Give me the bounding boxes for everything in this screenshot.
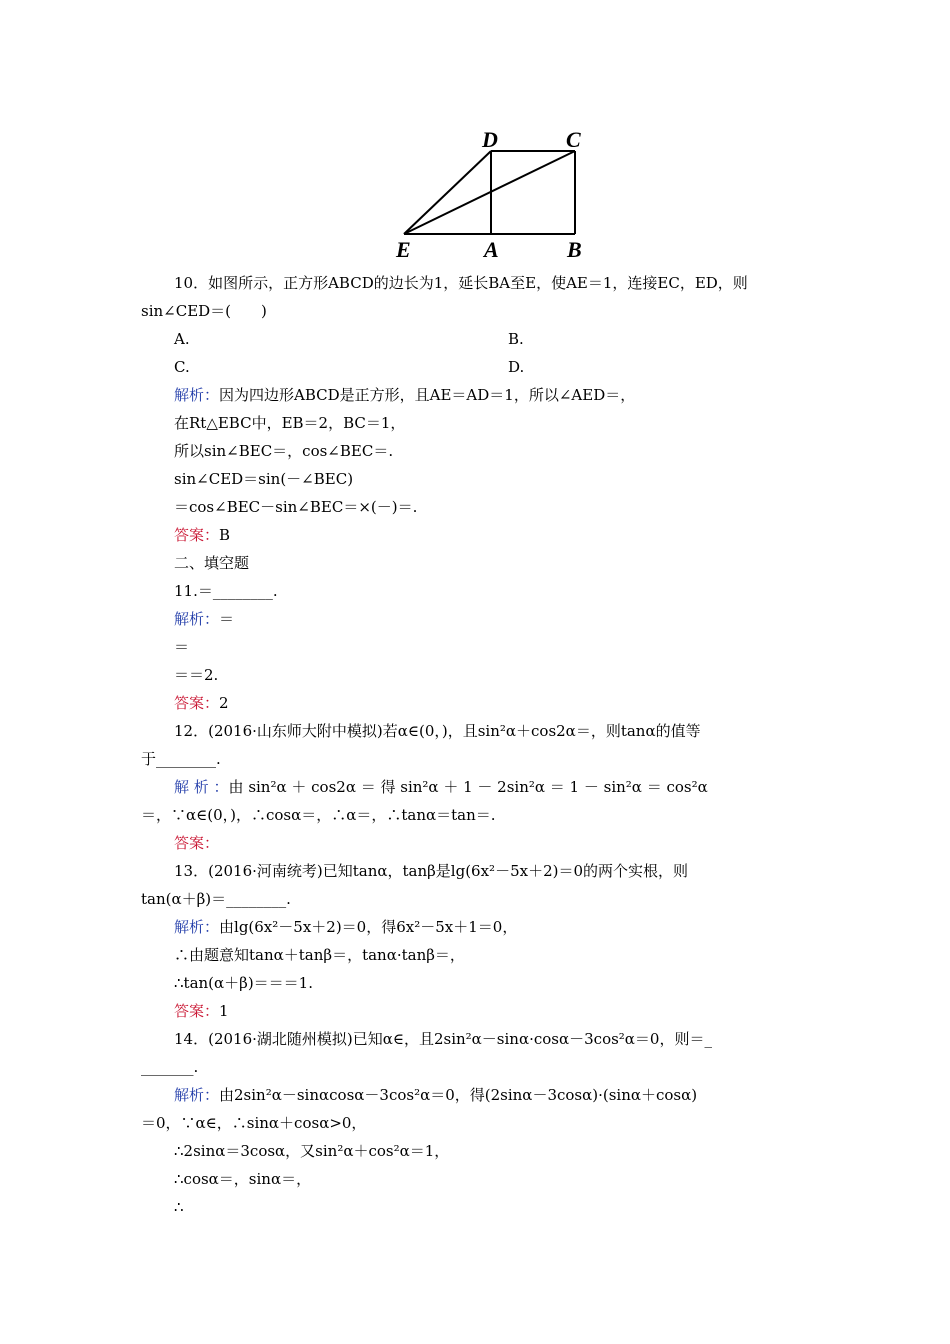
- label-E: E: [396, 237, 411, 262]
- s10-line3: 所以sin∠BEC＝，cos∠BEC＝.: [174, 442, 394, 460]
- segment-ED: [404, 151, 491, 234]
- q12-line1: 12．(2016·山东师大附中模拟)若α∈(0，)，且sin²α＋cos2α＝，则tanα的值等: [174, 722, 701, 740]
- s14-line3: ∴2sinα＝3cosα，又sin²α＋cos²α＝1，: [174, 1142, 450, 1160]
- s12-line1: 解 析 ：由 sin²α ＋ cos2α ＝ 得 sin²α ＋ 1 － 2sin²α ＝ 1 － sin²α ＝ cos²α: [174, 778, 708, 796]
- s10-line1: 解析：因为四边形ABCD是正方形，且AE＝AD＝1，所以∠AED＝，: [174, 386, 636, 404]
- option-a: A.: [174, 330, 190, 348]
- answer-13: 答案：1: [174, 1002, 229, 1020]
- label-B: B: [567, 237, 582, 262]
- s10-line4: sin∠CED＝sin(－∠BEC): [174, 470, 354, 488]
- answer-11: 答案：2: [174, 694, 229, 712]
- s11-line2: ＝: [174, 638, 190, 656]
- option-d: D.: [508, 358, 525, 376]
- q11: 11.＝________.: [174, 582, 278, 600]
- option-c: C.: [174, 358, 190, 376]
- answer-10: 答案：B: [174, 526, 231, 544]
- s13-line1: 解析：由lg(6x²－5x＋2)＝0，得6x²－5x＋1＝0，: [174, 918, 518, 936]
- s14-line4: ∴cosα＝，sinα＝，: [174, 1170, 312, 1188]
- s14-line5: ∴: [174, 1198, 184, 1216]
- s14-line1: 解析：由2sin²α－sinαcosα－3cos²α＝0，得(2sinα－3cosα)·(sinα＋cosα): [174, 1086, 698, 1104]
- q12-line2: 于________.: [141, 750, 221, 768]
- daan-label: 答案：: [174, 526, 220, 544]
- label-A: A: [484, 237, 499, 262]
- jiexi-label: 解析：: [174, 386, 220, 404]
- q13-line1: 13．(2016·河南统考)已知tanα，tanβ是lg(6x²－5x＋2)＝0的两个实根，则: [174, 862, 689, 880]
- s13-line2: ∴由题意知tanα＋tanβ＝，tanα·tanβ＝，: [174, 946, 465, 964]
- s11-line3: ＝＝2.: [174, 666, 219, 684]
- s13-line3: ∴tan(α＋β)＝＝＝1.: [174, 974, 313, 992]
- s10-line2: 在Rt△EBC中，EB＝2，BC＝1，: [174, 414, 406, 432]
- s10-line5: ＝cos∠BEC－sin∠BEC＝×(－)＝.: [174, 498, 418, 516]
- section-heading: 二、填空题: [174, 554, 250, 572]
- s14-line2: ＝0，∵α∈，∴sinα＋cosα>0，: [141, 1114, 367, 1132]
- s12-line2: ＝，∵α∈(0，)，∴cosα＝，∴α＝，∴tanα＝tan＝.: [141, 806, 496, 824]
- s11-line1: 解析：＝: [174, 610, 235, 628]
- option-b: B.: [508, 330, 524, 348]
- label-C: C: [566, 127, 581, 152]
- segment-EC: [404, 151, 575, 234]
- q14-line1: 14．(2016·湖北随州模拟)已知α∈，且2sin²α－sinα·cosα－3cos²α＝0，则＝_: [174, 1030, 712, 1048]
- label-D: D: [482, 127, 498, 152]
- q13-line2: tan(α＋β)＝________.: [141, 890, 291, 908]
- answer-12: 答案：: [174, 834, 220, 852]
- q14-line2: _______.: [141, 1058, 199, 1076]
- square-figure: [390, 122, 590, 262]
- q10-line1: 10．如图所示，正方形ABCD的边长为1，延长BA至E，使AE＝1，连接EC，ED，则: [174, 274, 748, 292]
- q10-line2: sin∠CED＝( ): [141, 302, 267, 320]
